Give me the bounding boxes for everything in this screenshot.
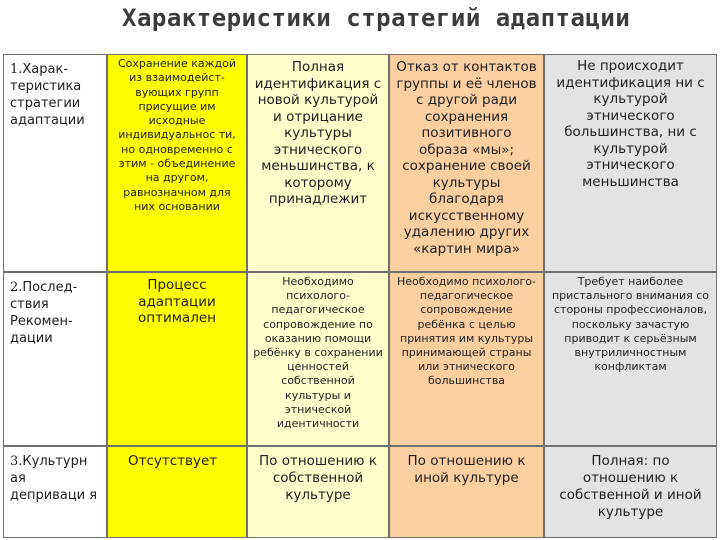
row-header-consequences <box>3 272 107 446</box>
cell-integration-characteristic: Сохранение каждой из взаимодейст-вующих групп присущие им исходные индивидуальнос ти, но одновременно с этим - объединение на другом, равнозначном для них основании <box>107 54 247 272</box>
strategy-table <box>3 54 717 538</box>
cell-marginalization-deprivation: Полная: по отношению к собственной и иной культуре <box>544 446 717 538</box>
cell-assimilation-characteristic: Полная идентификация с новой культурой и отрицание культуры этнического меньшинства, к которому принадлежит <box>247 54 389 272</box>
cell-marginalization-consequences: Требует наиболее пристального внимания со стороны профессионалов, поскольку зачастую приводит к серьёзным внутриличностным конфликтам <box>544 272 717 446</box>
row-number: 3. <box>10 454 23 469</box>
row-header-text: Послед-ствия Рекомен-дации <box>10 280 78 346</box>
row-number: 2. <box>10 280 23 295</box>
page-title: Характеристики стратегий адаптации <box>122 4 631 32</box>
cell-integration-consequences: Процесс адаптации оптимален <box>107 272 247 446</box>
row-header-deprivation <box>3 446 107 538</box>
row-header-text: Харак-теристика стратегии адаптации <box>10 62 85 128</box>
cell-marginalization-characteristic: Не происходит идентификация ни с культурой этнического большинства, ни с культурой этнического меньшинства <box>544 54 717 272</box>
cell-assimilation-consequences: Необходимо психолого-педагогическое сопровождение по оказанию помощи ребёнку в сохранении ценностей собственной культуры и этнической идентичности <box>247 272 389 446</box>
cell-assimilation-deprivation: По отношению к собственной культуре <box>247 446 389 538</box>
row-header-text: Культурн ая деприваци я <box>10 454 98 503</box>
cell-separation-characteristic: Отказ от контактов группы и её членов с другой ради сохранения позитивного образа «мы»; сохранение своей культуры благодаря искусственному удалению других «картин мира» <box>389 54 544 272</box>
cell-separation-deprivation: По отношению к иной культуре <box>389 446 544 538</box>
cell-integration-deprivation: Отсутствует <box>107 446 247 538</box>
row-header-characteristic <box>3 54 107 272</box>
row-number: 1. <box>10 62 23 77</box>
cell-separation-consequences: Необходимо психолого-педагогическое сопровождение ребёнка с целью принятия им культуры принимающей страны или этнического большинства <box>389 272 544 446</box>
